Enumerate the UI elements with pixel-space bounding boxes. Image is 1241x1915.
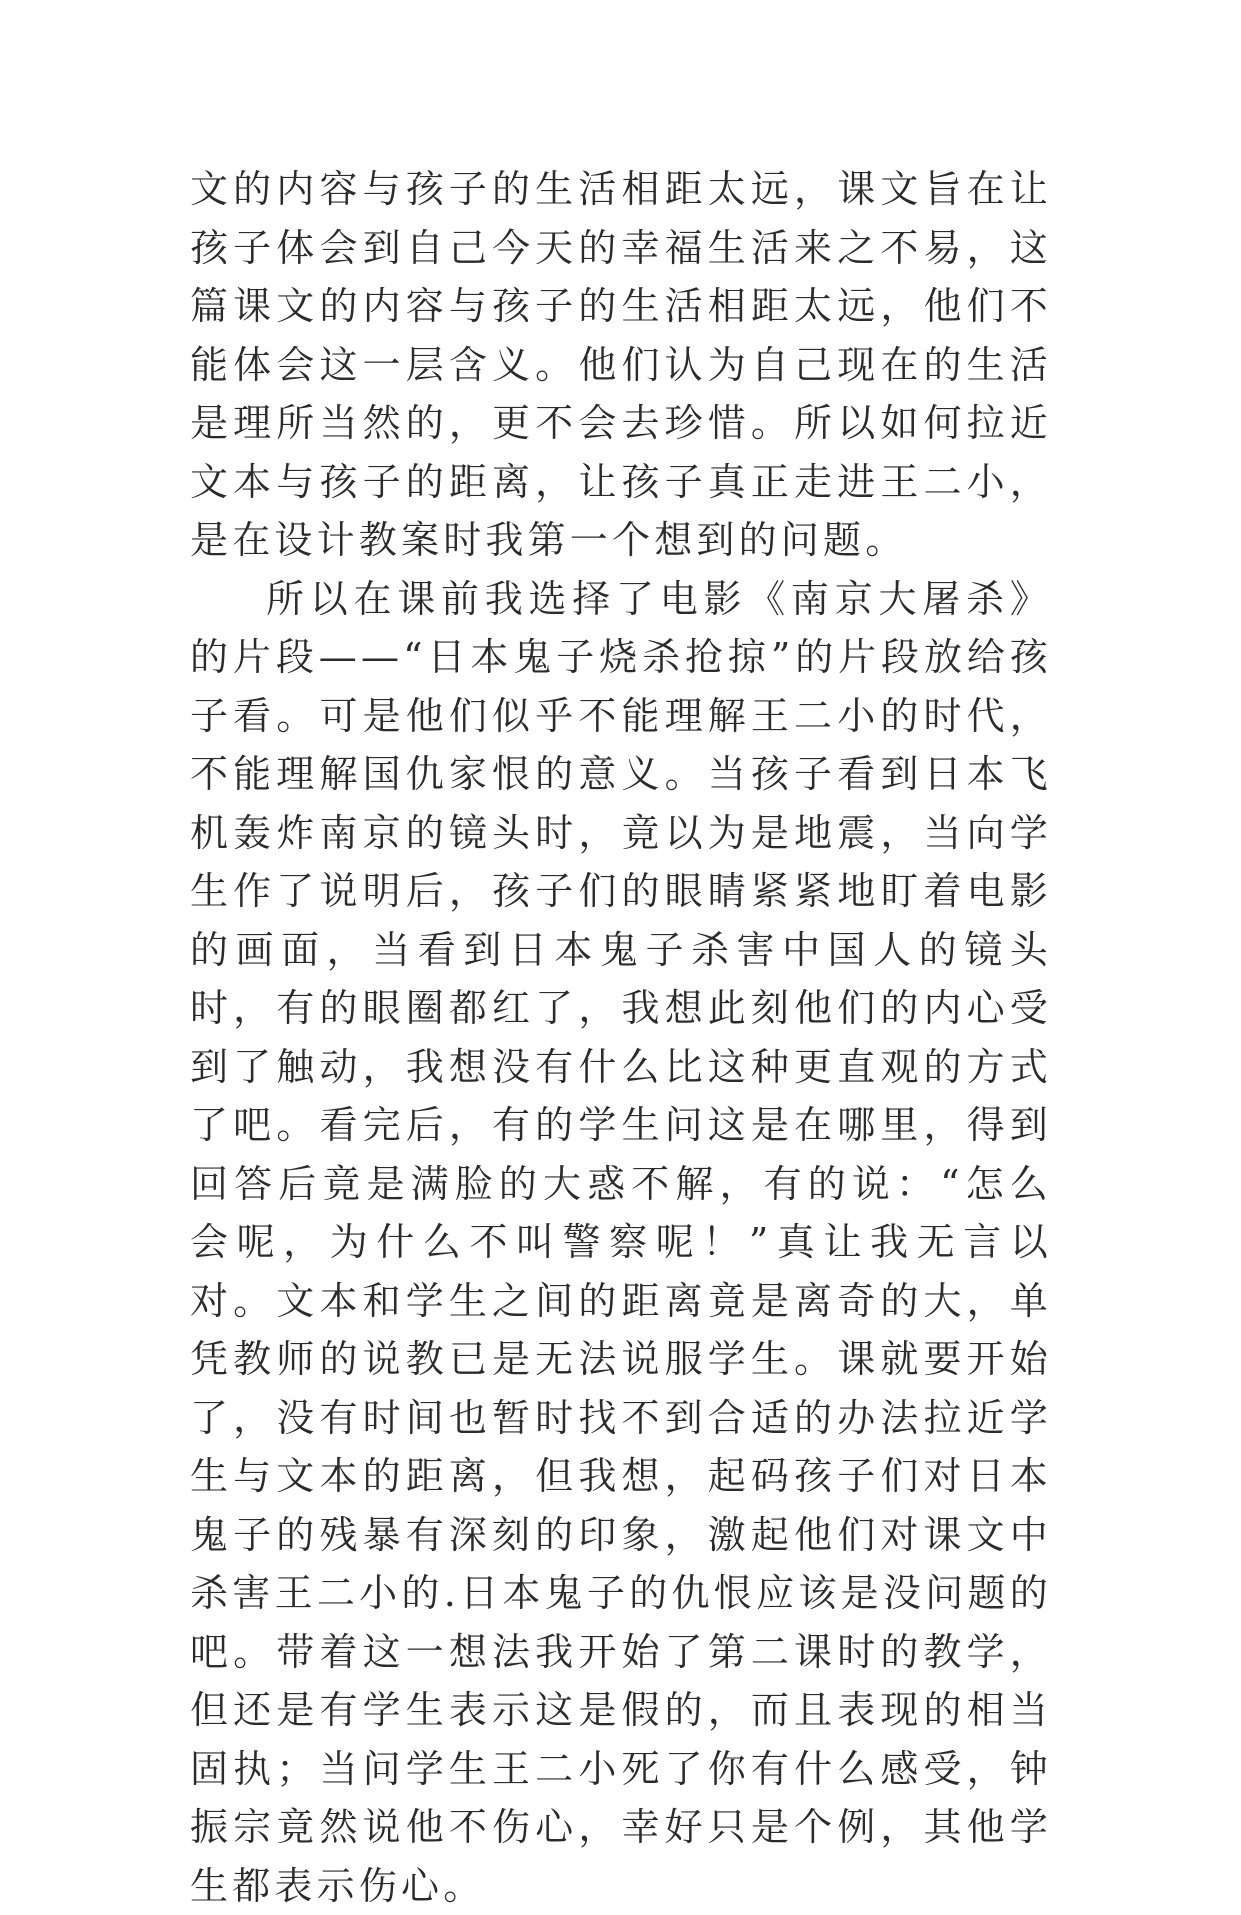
document-page (190, 160, 1052, 1915)
paragraph-1: 文的内容与孩子的生活相距太远，课文旨在让孩子体会到自己今天的幸福生活来之不易，这篇课文的内容与孩子的生活相距太远，他们不能体会这一层含义。他们认为自己现在的生活是理所当然的，更不会去珍惜。所以如何拉近文本与孩子的距离，让孩子真正走进王二小，是在设计教案时我第一个想到的问题。 (190, 160, 1052, 570)
paragraph-2: 所以在课前我选择了电影《南京大屠杀》的片段——“日本鬼子烧杀抢掠”的片段放给孩子看。可是他们似乎不能理解王二小的时代，不能理解国仇家恨的意义。当孩子看到日本飞机轰炸南京的镜头时，竟以为是地震，当向学生作了说明后，孩子们的眼睛紧紧地盯着电影的画面，当看到日本鬼子杀害中国人的镜头时，有的眼圈都红了，我想此刻他们的内心受到了触动，我想没有什么比这种更直观的方式了吧。看完后，有的学生问这是在哪里，得到回答后竟是满脸的大惑不解，有的说：“怎么会呢，为什么不叫警察呢！”真让我无言以对。文本和学生之间的距离竟是离奇的大，单凭教师的说教已是无法说服学生。课就要开始了，没有时间也暂时找不到合适的办法拉近学生与文本的距离，但我想，起码孩子们对日本鬼子的残暴有深刻的印象，激起他们对课文中杀害王二小的.日本鬼子的仇恨应该是没问题的吧。带着这一想法我开始了第二课时的教学，但还是有学生表示这是假的，而且表现的相当固执；当问学生王二小死了你有什么感受，钟振宗竟然说他不伤心，幸好只是个例，其他学生都表示伤心。 (190, 570, 1052, 1915)
